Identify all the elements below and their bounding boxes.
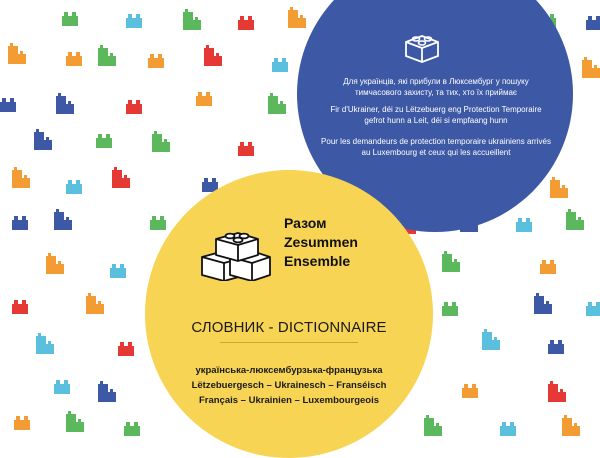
- title-french: Ensemble: [284, 253, 351, 269]
- dictionary-title: СЛОВНИК - DICTIONNAIRE: [191, 319, 387, 336]
- title-luxembourgish: Zesummen: [284, 234, 358, 250]
- white-brick-icon: [402, 30, 442, 64]
- languages-luxembourgish: Lëtzebuergesch – Ukrainesch – Franséisch: [191, 380, 387, 391]
- stacked-bricks-icon: [198, 225, 274, 281]
- languages-french: Français – Ukrainien – Luxembourgeois: [198, 395, 380, 406]
- intro-text-ukrainian: Для українців, які прибули в Люксембург у пошуку тимчасового захисту, та тих, хто їх приймає: [343, 77, 529, 97]
- intro-text-french: Pour les demandeurs de protection temporaire ukrainiens arrivés au Luxembourg et ceux qui les accueillent: [321, 137, 551, 157]
- languages-ukrainian: українська-люксембурзька-французька: [195, 365, 383, 376]
- divider: [220, 342, 358, 343]
- title-ukrainian: Разом: [284, 215, 327, 231]
- title-block: [284, 214, 358, 271]
- intro-text-luxembourgish: Fir d'Ukrainer, déi zu Lëtzebuerg eng Protection Temporaire gefrot hunn a Leit, déi si empfaang hunn: [330, 105, 542, 125]
